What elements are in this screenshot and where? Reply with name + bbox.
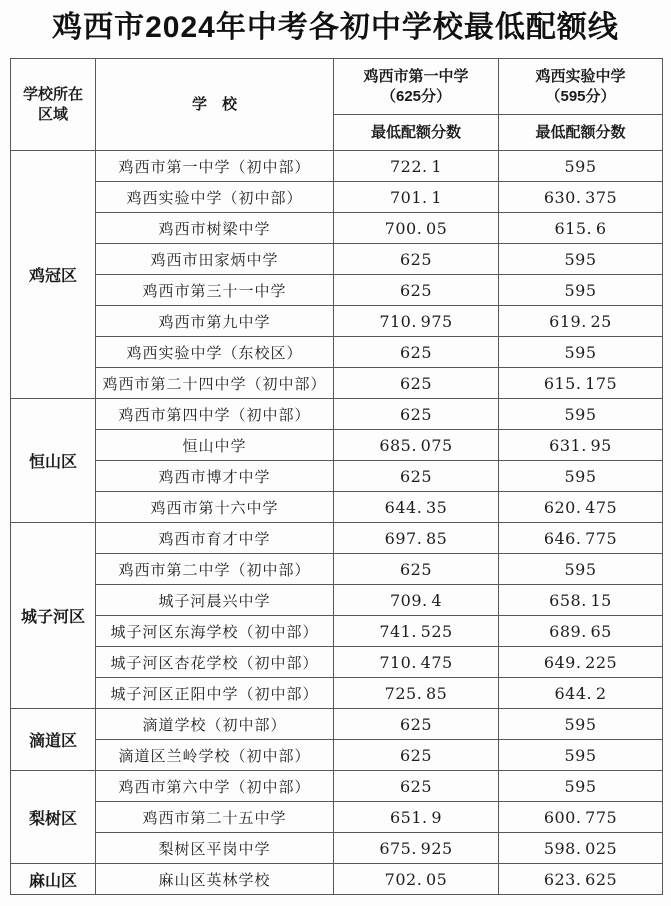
region-cell: 恒山区 xyxy=(11,399,96,523)
score2-cell: 630. 375 xyxy=(499,182,663,213)
table-row xyxy=(11,492,663,523)
header-school1-baseline: （625分） xyxy=(380,87,452,105)
score2-cell: 623. 625 xyxy=(499,864,663,895)
score1-cell: 700. 05 xyxy=(334,213,499,244)
header-min-quota-1: 最低配额分数 xyxy=(334,115,499,151)
score2-cell: 620. 475 xyxy=(499,492,663,523)
school-cell: 鸡西市第一中学（初中部） xyxy=(96,151,334,182)
score1-cell: 710. 975 xyxy=(334,306,499,337)
score1-cell: 625 xyxy=(334,461,499,492)
score1-cell: 697. 85 xyxy=(334,523,499,554)
score2-cell: 595 xyxy=(499,771,663,802)
score1-cell: 685. 075 xyxy=(334,430,499,461)
header-school: 学 校 xyxy=(96,59,334,151)
score1-cell: 722. 1 xyxy=(334,151,499,182)
score2-cell: 689. 65 xyxy=(499,616,663,647)
table-row xyxy=(11,213,663,244)
table-row xyxy=(11,833,663,864)
school-cell: 麻山区英林学校 xyxy=(96,864,334,895)
table-row xyxy=(11,306,663,337)
header-school1-name: 鸡西市第一中学 xyxy=(363,67,469,85)
table-row xyxy=(11,554,663,585)
table-row xyxy=(11,616,663,647)
school-cell: 滴道区兰岭学校（初中部） xyxy=(96,740,334,771)
score2-cell: 595 xyxy=(499,554,663,585)
table-row xyxy=(11,244,663,275)
header-region xyxy=(11,59,96,151)
header-region-line2: 区域 xyxy=(37,105,68,123)
region-cell: 鸡冠区 xyxy=(11,151,96,399)
school-cell: 鸡西市第四中学（初中部） xyxy=(96,399,334,430)
school-cell: 城子河晨兴中学 xyxy=(96,585,334,616)
score2-cell: 598. 025 xyxy=(499,833,663,864)
score2-cell: 619. 25 xyxy=(499,306,663,337)
score1-cell: 625 xyxy=(334,337,499,368)
school-cell: 恒山中学 xyxy=(96,430,334,461)
header-min-quota-2: 最低配额分数 xyxy=(499,115,663,151)
table-row xyxy=(11,585,663,616)
quota-table xyxy=(10,58,663,895)
table-row xyxy=(11,740,663,771)
region-cell: 麻山区 xyxy=(11,864,96,895)
school-cell: 鸡西市博才中学 xyxy=(96,461,334,492)
school-cell: 鸡西市第二十四中学（初中部） xyxy=(96,368,334,399)
score1-cell: 710. 475 xyxy=(334,647,499,678)
table-row xyxy=(11,864,663,895)
school-cell: 鸡西实验中学（初中部） xyxy=(96,182,334,213)
header-school2-name: 鸡西实验中学 xyxy=(535,67,626,85)
score2-cell: 595 xyxy=(499,337,663,368)
region-cell: 城子河区 xyxy=(11,523,96,709)
school-cell: 鸡西市第六中学（初中部） xyxy=(96,771,334,802)
score2-cell: 595 xyxy=(499,740,663,771)
score1-cell: 625 xyxy=(334,399,499,430)
school-cell: 梨树区平岗中学 xyxy=(96,833,334,864)
header-region-line1: 学校所在 xyxy=(22,85,83,103)
header-school1 xyxy=(334,59,499,115)
score1-cell: 725. 85 xyxy=(334,678,499,709)
score2-cell: 658. 15 xyxy=(499,585,663,616)
region-cell: 梨树区 xyxy=(11,771,96,864)
school-cell: 鸡西市育才中学 xyxy=(96,523,334,554)
school-cell: 城子河区东海学校（初中部） xyxy=(96,616,334,647)
score2-cell: 595 xyxy=(499,151,663,182)
school-cell: 鸡西实验中学（东校区） xyxy=(96,337,334,368)
score2-cell: 595 xyxy=(499,275,663,306)
score1-cell: 709. 4 xyxy=(334,585,499,616)
page-title: 鸡西市2024年中考各初中学校最低配额线 xyxy=(52,11,619,44)
score1-cell: 625 xyxy=(334,740,499,771)
table-header xyxy=(11,59,663,151)
score2-cell: 595 xyxy=(499,399,663,430)
score1-cell: 625 xyxy=(334,709,499,740)
school-cell: 鸡西市第二十五中学 xyxy=(96,802,334,833)
score1-cell: 625 xyxy=(334,275,499,306)
table-row xyxy=(11,461,663,492)
table-row xyxy=(11,399,663,430)
table-row xyxy=(11,368,663,399)
school-cell: 鸡西市第九中学 xyxy=(96,306,334,337)
school-cell: 鸡西市第二中学（初中部） xyxy=(96,554,334,585)
table-row xyxy=(11,337,663,368)
score2-cell: 600. 775 xyxy=(499,802,663,833)
table-row xyxy=(11,151,663,182)
score1-cell: 651. 9 xyxy=(334,802,499,833)
school-cell: 鸡西市田家炳中学 xyxy=(96,244,334,275)
region-cell: 滴道区 xyxy=(11,709,96,771)
table-row xyxy=(11,275,663,306)
header-school2 xyxy=(499,59,663,115)
table-row xyxy=(11,802,663,833)
score1-cell: 675. 925 xyxy=(334,833,499,864)
school-cell: 滴道学校（初中部） xyxy=(96,709,334,740)
score1-cell: 625 xyxy=(334,368,499,399)
score2-cell: 644. 2 xyxy=(499,678,663,709)
school-cell: 城子河区杏花学校（初中部） xyxy=(96,647,334,678)
score2-cell: 595 xyxy=(499,244,663,275)
score1-cell: 702. 05 xyxy=(334,864,499,895)
score2-cell: 615. 6 xyxy=(499,213,663,244)
score2-cell: 615. 175 xyxy=(499,368,663,399)
table-row xyxy=(11,182,663,213)
score1-cell: 644. 35 xyxy=(334,492,499,523)
header-row-top xyxy=(11,59,663,115)
table-body xyxy=(11,151,663,895)
score2-cell: 646. 775 xyxy=(499,523,663,554)
score2-cell: 595 xyxy=(499,709,663,740)
table-row xyxy=(11,771,663,802)
score1-cell: 701. 1 xyxy=(334,182,499,213)
school-cell: 鸡西市第十六中学 xyxy=(96,492,334,523)
table-row xyxy=(11,709,663,740)
score2-cell: 595 xyxy=(499,461,663,492)
score2-cell: 649. 225 xyxy=(499,647,663,678)
school-cell: 城子河区正阳中学（初中部） xyxy=(96,678,334,709)
score1-cell: 625 xyxy=(334,554,499,585)
school-cell: 鸡西市第三十一中学 xyxy=(96,275,334,306)
score2-cell: 631. 95 xyxy=(499,430,663,461)
table-row xyxy=(11,430,663,461)
table-row xyxy=(11,523,663,554)
score1-cell: 625 xyxy=(334,771,499,802)
score1-cell: 625 xyxy=(334,244,499,275)
header-school2-baseline: （595分） xyxy=(545,87,616,105)
score1-cell: 741. 525 xyxy=(334,616,499,647)
table-row xyxy=(11,647,663,678)
school-cell: 鸡西市树梁中学 xyxy=(96,213,334,244)
table-row xyxy=(11,678,663,709)
